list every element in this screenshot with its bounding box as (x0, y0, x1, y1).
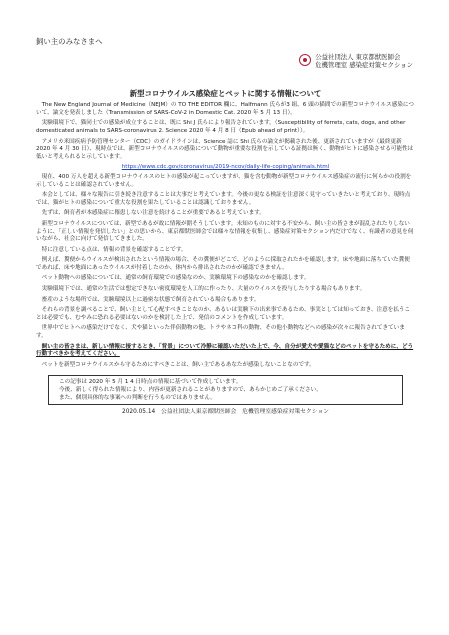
closing-text: ペットを新型コロナウイルスから守るためにすべきことは、飼い主であるあなたが感染しないことなのです。 (41, 361, 315, 368)
org-name: 公益社団法人 東京都獣医師会 (315, 53, 401, 61)
org-dept: 危機管理室 感染症対策セクション (315, 61, 413, 70)
highlight-text: 飼い主の皆さまは、新しい情報に接するとき、「背景」について冷静に確認いただいた上で、今、自分が愛犬や愛猫などのペットを守るために、どう行動すべきかを考えてください。 (36, 343, 414, 358)
paragraph: それらの背景を調べることで、飼い主として心配すべきことなのか、あるいは実験下の出来事であるため、事実としては知っておき、注意を払うことは必要でも、むやみに恐れる必要はないのかを検討した上で、発信のコメントを作成しています。 (36, 307, 411, 321)
notice-line: 今後、新しく得られた情報により、内容が更新されることがありますので、あらかじめご了承ください。 (59, 387, 322, 393)
paragraph: 畜産のような場所では、実験環境以上に過密な状態で飼育されている場合もあります。 (41, 296, 260, 303)
notice-line: また、個別具体的な事案への判断を行うものではありません。 (59, 394, 216, 401)
notice-line: この記事は 2020 年 5 月 1 4 日時点の情報に基づいて作成しています。 (59, 379, 242, 386)
paragraph: 現在、400 万人を超える新型コロナウイルスのヒトの感染が起こっていますが、猫を含む動物が新型コロナウイルス感染症の流行に何らかの役割を示していることは確認されていません。 (36, 173, 412, 188)
paragraph: 先ずは、飼育者が本感染症に罹患しない注意を続けることが重要であると考えています。 (41, 210, 265, 217)
association-logo-icon (299, 54, 311, 66)
paragraph: 実験環境下では、通常の生活では想定できない密度環境を人工的に作ったり、大量のウイルスを投与したりする場合もあります。 (41, 286, 366, 293)
paragraph: 本会としては、様々な報告に引き続き注意することは大事だと考えています。今後の更なる検証を注意深く見守っていきたいと考えており、現時点では、猫がヒトの感染について重大な役割を果たしていることは認識しておりません。 (36, 192, 411, 206)
paragraph: 世界中でヒトへの感染だけでなく、犬や猫といった伴侶動物の他、トラやネコ科の動物、その他小動物などへの感染が次々に報告されてきています。 (36, 325, 405, 340)
document-title: 新型コロナウイルス感染症とペットに関する情報について (129, 88, 322, 98)
paragraph: 新型コロナウイルスについては、新型であるが故に情報が錯そうしています。未知のものに対する不安から、飼い主の皆さまが混乱されたりしないように、「正しい情報を発信したい」との思いから、東京都獣医師会では様々な情報を収集し、感染症対策セクション内だけでなく、有識者の意見を伺いながら、社会に向けて発信してきました。 (36, 220, 414, 243)
footer: 2020.05.14 公益社団法人東京都獣医師会 危機管理室感染症対策セクション (122, 409, 329, 416)
greeting: 飼い主のみなさまへ (36, 37, 103, 46)
paragraph: The New England Journal of Medicine（NEJM）の TO THE EDITOR 欄に、Halfmann 氏らが3 組、6 頭の猫間での新型コロナウイルス感染について、論文を発表しました（Transmission of SARS-CoV-2 in Domestic Cat. 2020 年 5 月 13 日）。 (36, 102, 414, 116)
paragraph: 実験環境下で、猫同士での感染が成立することは、既に Shi J 氏らにより報告されています。（Susceptibility of ferrets, cats, dogs, and other domesticated animals to SARS-coronavirus 2. Science 2020 年 4 月 8 日（Epub ahead of print））。 (36, 120, 406, 134)
organization-block (315, 53, 413, 70)
notice-box (48, 375, 403, 405)
cdc-link[interactable]: https://www.cdc.gov/coronavirus/2019-ncov/daily-life-coping/animals.html (121, 164, 330, 171)
paragraph: アメリカ米国疾病予防管理センター（CDC）のガイドラインは、Science 誌に Shi 氏らの論文が掲載された後、更新されていますが（最終更新 2020 年 4 月 30 日）、現時点では、新型コロナウイルスの感染について動物が重要な役割を示している証拠は無く、動物がヒトに感染させる可能性は低いと考えられると示しています。 (36, 138, 414, 160)
paragraph: 例えば、糞便からウイルスが検出されたという情報の場合、その糞便がどこで、どのように採取されたかを確認します。床や地面に落ちていた糞便であれば、床や地面にあったウイルスが付着したのか、体内から排出されたのかが確認できません。 (36, 257, 410, 271)
paragraph: 特に注意している点は、情報の背景を確認することです。 (41, 246, 187, 253)
paragraph: ペット動物への感染については、通常の飼育環境での感染なのか、実験環境下の感染なのかを確認します。 (41, 275, 310, 282)
